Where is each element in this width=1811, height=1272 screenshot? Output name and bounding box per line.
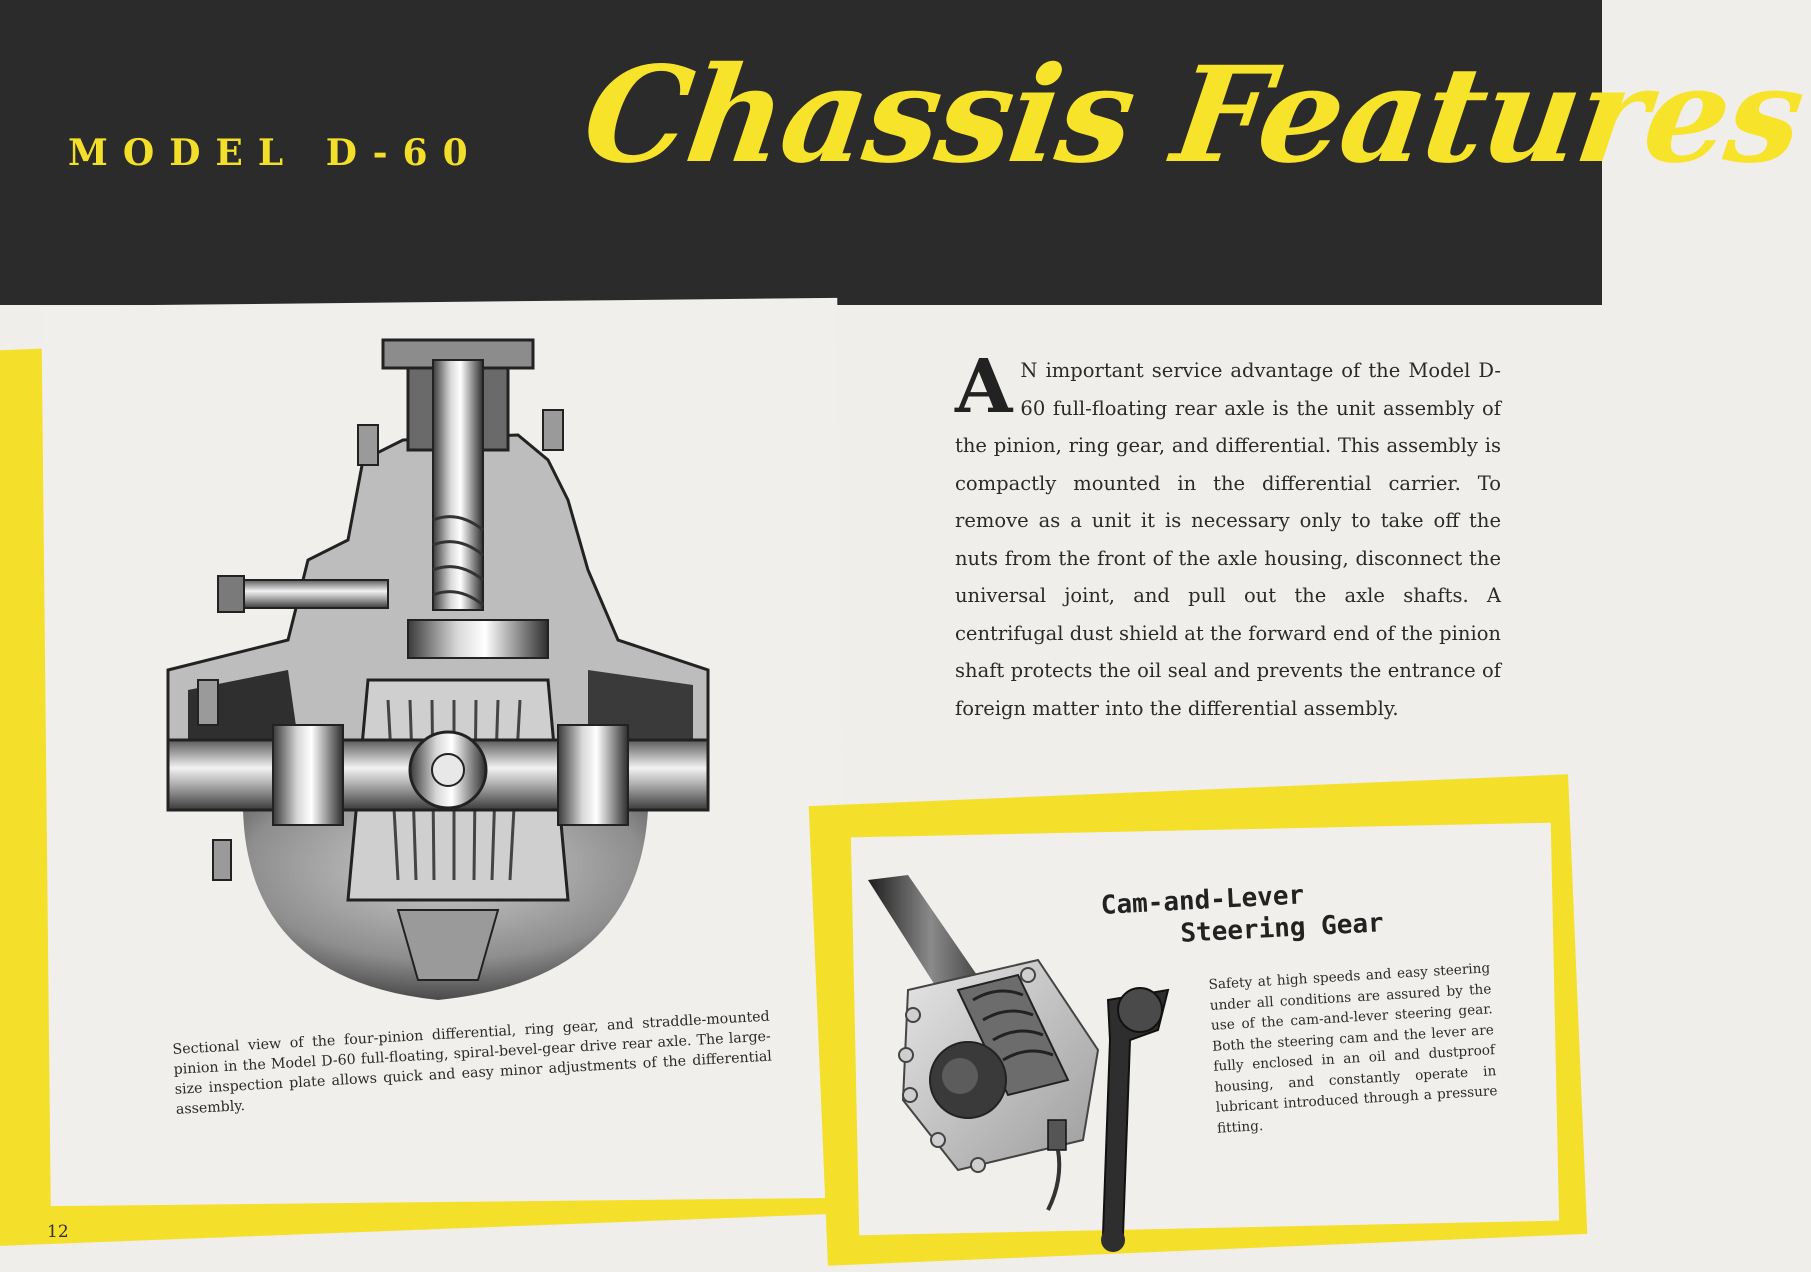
differential-illustration — [148, 340, 738, 1020]
page-number: 12 — [47, 1222, 69, 1242]
steering-title-line1: Cam-and-Lever — [1100, 880, 1305, 921]
steering-caption: Safety at high speeds and easy steering under all conditions are assured by the use of the cam-and-lever steering gear. Both the steering cam and the lever are fully enclosed in an oil and dustproof housing, and constantly operate in lubricant introduced through a pressure fitting. — [1208, 960, 1498, 1137]
intro-paragraph — [955, 344, 1501, 727]
model-label: MODEL D-60 — [68, 132, 483, 174]
page-title: Chassis Features — [575, 38, 1811, 193]
steering-title-line2: Steering Gear — [1179, 908, 1385, 949]
differential-caption: Sectional view of the four-pinion differential, ring gear, and straddle-mounted pinion in the Model D-60 full-floating, spiral-bevel-gear drive rear axle. The large-size inspection plate allows quick and easy minor adjustments of the differential assembly. — [172, 1008, 773, 1118]
intro-text: N important service advantage of the Model D-60 full-floating rear axle is the unit assembly of the pinion, ring gear, and differential. This assembly is compactly mounted in the differential carrier. To remove as a unit it is necessary only to take off the nuts from the front of the axle housing, disconnect the universal joint, and pull out the axle shafts. A centrifugal dust shield at the forward end of the pinion shaft protects the oil seal and prevents the entrance of foreign matter into the differential assembly. — [955, 359, 1501, 720]
drop-cap: A — [955, 344, 1013, 430]
